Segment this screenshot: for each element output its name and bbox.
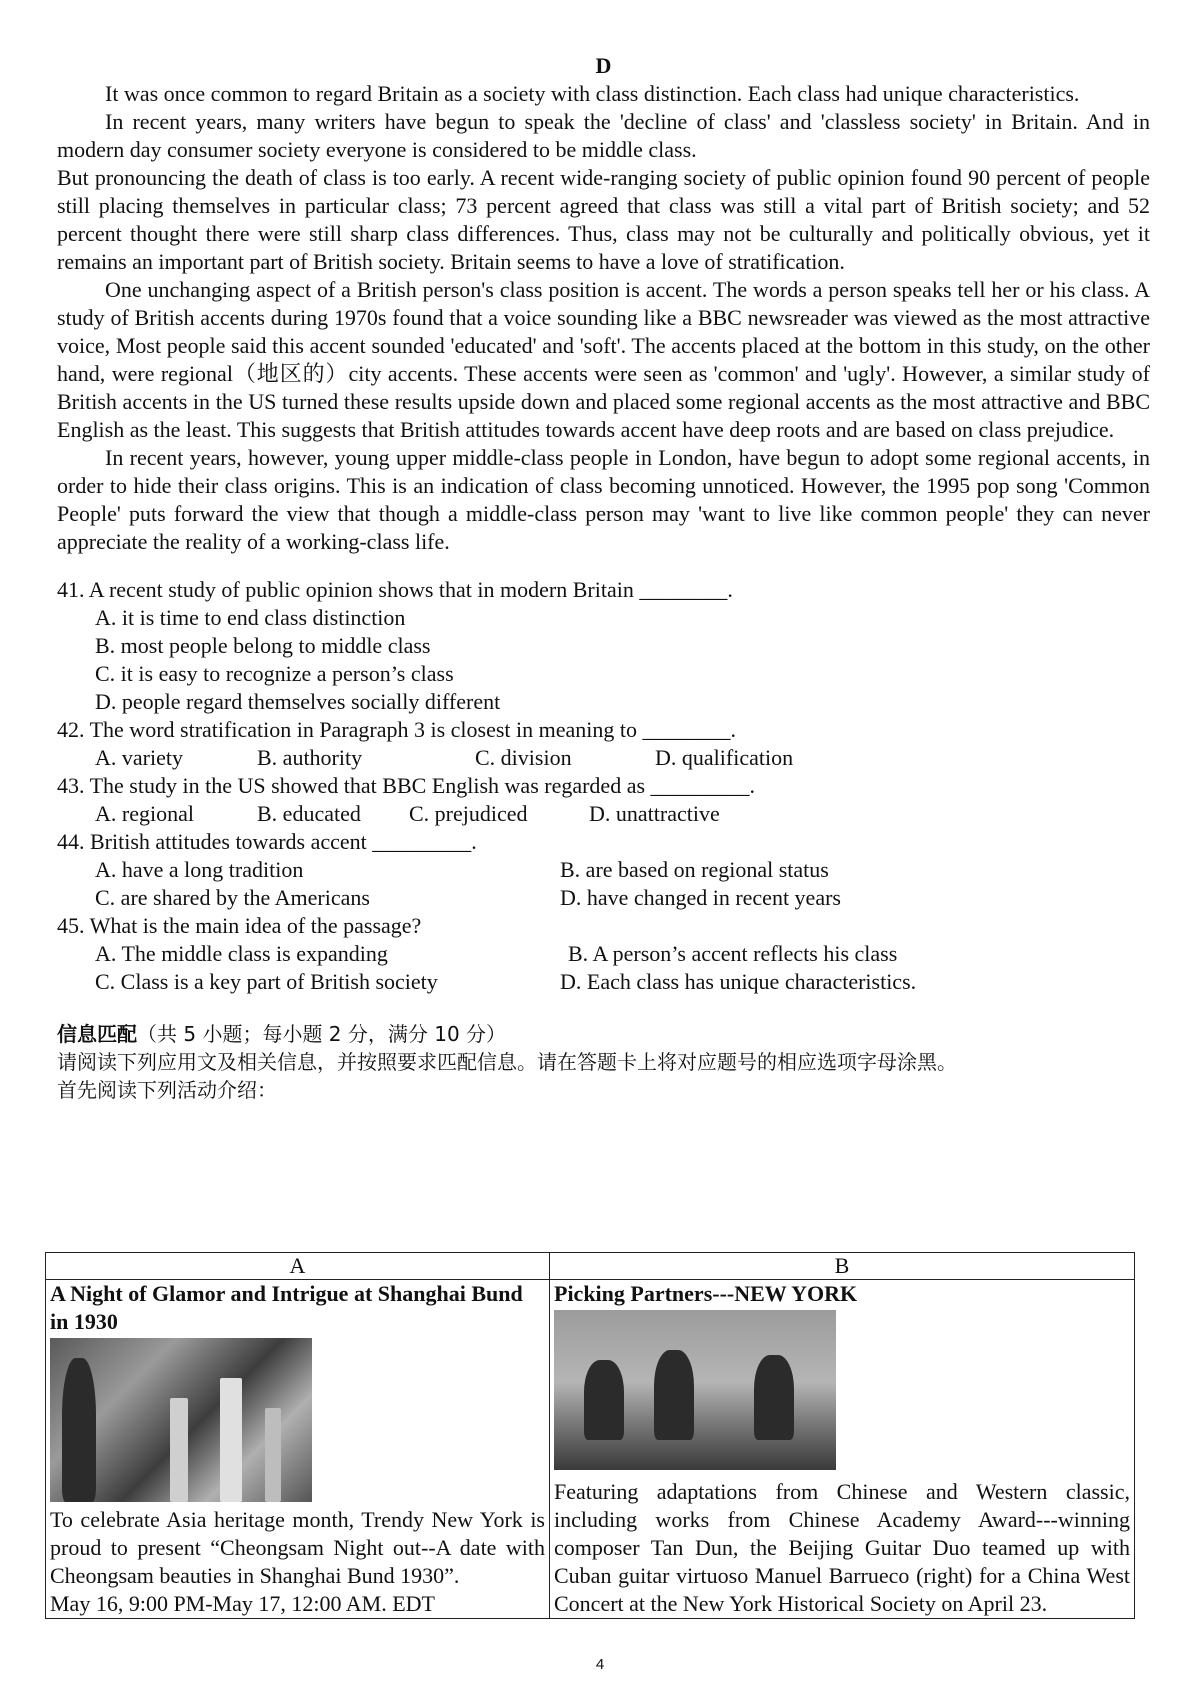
column-b-header: B xyxy=(550,1253,1135,1280)
activity-a-time: May 16, 9:00 PM-May 17, 12:00 AM. EDT xyxy=(50,1591,435,1616)
question-stem: 41. A recent study of public opinion shows that in modern Britain ________. xyxy=(57,577,733,602)
option-a: A. The middle class is expanding xyxy=(95,941,388,966)
paragraph-3: But pronouncing the death of class is too early. A recent wide-ranging society of public opinion found 90 percent of people still placing themselves in particular class; 73 percent agreed that class was still a vital part of British society; and 52 percent thought there were still sharp class differences. Thus, class may not be culturally and politically obvious, yet it remains an important part of British society. Britain seems to have a love of stratification. xyxy=(57,165,1150,274)
question-42 xyxy=(57,716,1150,772)
option-c: C. Class is a key part of British society xyxy=(95,969,438,994)
passage-heading: D xyxy=(595,53,612,78)
question-43 xyxy=(57,772,1150,828)
option-b: B. authority xyxy=(257,745,363,770)
activity-a-description: To celebrate Asia heritage month, Trendy New York is proud to present “Cheongsam Night out--A date with Cheongsam beauties in Shanghai Bund 1930”. xyxy=(50,1507,545,1588)
question-41 xyxy=(57,576,1150,716)
paragraph-5: In recent years, however, young upper middle-class people in London, have begun to adopt some regional accents, in order to hide their class origins. This is an indication of class becoming unnoticed. However, the 1995 pop song 'Common People' puts forward the view that though a middle-class person may 'want to live like common people' they can never appreciate the reality of a working-class life. xyxy=(57,445,1150,554)
activities-table xyxy=(45,1252,1135,1619)
option-a: A. regional xyxy=(95,801,194,826)
option-c: C. are shared by the Americans xyxy=(95,885,370,910)
shanghai-bund-photo xyxy=(50,1338,312,1502)
matching-instruction: 请阅读下列应用文及相关信息，并按照要求匹配信息。请在答题卡上将对应题号的相应选项字母涂黑。 xyxy=(57,1050,957,1074)
activity-b-cell xyxy=(550,1280,1135,1619)
option-c: C. division xyxy=(475,745,572,770)
question-stem: 43. The study in the US showed that BBC English was regarded as _________. xyxy=(57,773,756,798)
reading-passage xyxy=(57,80,1150,556)
question-stem: 44. British attitudes towards accent _________. xyxy=(57,829,477,854)
option-d: D. people regard themselves socially different xyxy=(95,689,501,714)
matching-title: 信息匹配 xyxy=(57,1022,137,1046)
question-stem: 42. The word stratification in Paragraph 3 is closest in meaning to ________. xyxy=(57,717,737,742)
question-stem: 45. What is the main idea of the passage? xyxy=(57,913,422,938)
option-a: A. it is time to end class distinction xyxy=(95,605,406,630)
column-a-header: A xyxy=(46,1253,550,1280)
option-b: B. A person’s accent reflects his class xyxy=(568,941,898,966)
option-d: D. unattractive xyxy=(589,801,720,826)
option-a: A. have a long tradition xyxy=(95,857,304,882)
matching-intro: 首先阅读下列活动介绍： xyxy=(57,1078,277,1102)
option-c: C. prejudiced xyxy=(409,801,528,826)
option-c: C. it is easy to recognize a person’s class xyxy=(95,661,454,686)
paragraph-1: It was once common to regard Britain as a society with class distinction. Each class had unique characteristics. xyxy=(105,81,1080,106)
option-b: B. are based on regional status xyxy=(560,857,829,882)
option-d: D. have changed in recent years xyxy=(560,885,841,910)
paragraph-2: In recent years, many writers have begun to speak the 'decline of class' and 'classless society' in Britain. And in modern day consumer society everyone is considered to be middle class. xyxy=(57,109,1150,162)
option-d: D. Each class has unique characteristics. xyxy=(560,969,917,994)
option-b: B. most people belong to middle class xyxy=(95,633,431,658)
activity-a-cell xyxy=(46,1280,550,1619)
question-45 xyxy=(57,912,1150,996)
matching-section-title xyxy=(57,1020,1150,1048)
matching-score-note: （共 5 小题；每小题 2 分，满分 10 分） xyxy=(137,1022,507,1046)
option-d: D. qualification xyxy=(655,745,794,770)
guitar-concert-photo xyxy=(554,1310,836,1470)
activity-a-title: A Night of Glamor and Intrigue at Shanghai Bund in 1930 xyxy=(50,1281,523,1334)
activity-b-title: Picking Partners---NEW YORK xyxy=(554,1281,858,1306)
document-page xyxy=(57,52,1150,1104)
page-number: 4 xyxy=(595,1656,605,1673)
option-a: A. variety xyxy=(95,745,183,770)
paragraph-4: One unchanging aspect of a British person's class position is accent. The words a person speaks tell her or his class. A study of British accents during 1970s found that a voice sounding like a BBC newsreader was viewed as the most attractive voice, Most people said this accent sounded 'educated' and 'soft'. The accents placed at the bottom in this study, on the other hand, were regional（地区的）city accents. These accents were seen as 'common' and 'ugly'. However, a similar study of British accents in the US turned these results upside down and placed some regional accents as the most attractive and BBC English as the least. This suggests that British attitudes towards accent have deep roots and are based on class prejudice. xyxy=(57,277,1150,442)
activity-b-description: Featuring adaptations from Chinese and Western classic, including works from Chinese Academy Award---winning composer Tan Dun, the Beijing Guitar Duo teamed up with Cuban guitar virtuoso Manuel Barrueco (right) for a China West Concert at the New York Historical Society on April 23. xyxy=(554,1479,1130,1616)
option-b: B. educated xyxy=(257,801,361,826)
question-44 xyxy=(57,828,1150,912)
